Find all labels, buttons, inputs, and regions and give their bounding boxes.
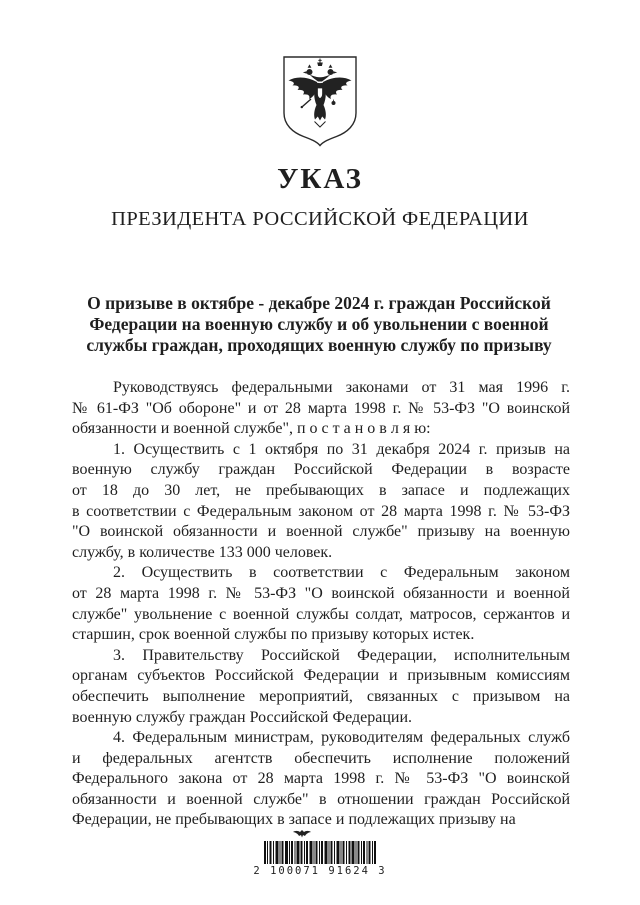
paragraph-line: и федеральных агентств обеспечить исполнение положений	[72, 749, 570, 767]
paragraph-line: обеспечить выполнение мероприятий, связанных с призывом на	[72, 687, 570, 705]
paragraph-line: "О воинской обязанности и военной службе" призыву на военную	[72, 523, 570, 541]
decree-title: УКАЗ	[277, 163, 363, 195]
paragraph-line: органам субъектов Российской Федерации и призывным комиссиям	[72, 667, 570, 685]
paragraph-line: № 61-ФЗ "Об обороне" и от 28 марта 1998 г. № 53-ФЗ "О воинской	[72, 399, 570, 417]
paragraph	[72, 563, 570, 645]
paragraph-line: от 18 до 30 лет, не пребывающих в запасе и подлежащих	[72, 481, 570, 499]
paragraph-line: 2. Осуществить в соответствии с Федеральным законом	[113, 564, 570, 582]
paragraph-line: от 28 марта 1998 г. № 53-ФЗ "О воинской обязанности и военной	[72, 584, 570, 602]
barcode	[0, 829, 640, 877]
paragraph-line: 3. Правительству Российской Федерации, исполнительным	[113, 646, 570, 664]
paragraph-line: старшин, срок военной службы по призыву которых истек.	[72, 626, 475, 644]
paragraph-line: 1. Осуществить с 1 октября по 31 декабря 2024 г. призыв на	[113, 440, 570, 458]
paragraph-line: Федерального закона от 28 марта 1998 г. № 53-ФЗ "О воинской	[72, 770, 570, 788]
paragraph-line: службу, в количестве 133 000 человек.	[72, 543, 333, 561]
barcode-eagle-icon	[292, 829, 312, 839]
decree-issuer: ПРЕЗИДЕНТА РОССИЙСКОЙ ФЕДЕРАЦИИ	[111, 208, 529, 230]
paragraph	[72, 378, 570, 440]
paragraph	[72, 646, 570, 728]
decree-subject	[68, 293, 570, 356]
paragraph-line: обязанности и военной службе" в отношении граждан Российской	[72, 790, 570, 808]
barcode-bars	[264, 841, 376, 864]
paragraph-line: Руководствуясь федеральными законами от 31 мая 1996 г.	[113, 379, 570, 396]
paragraph	[72, 440, 570, 564]
decree-subject-line: О призыве в октябре - декабре 2024 г. граждан Российской	[87, 293, 551, 313]
barcode-digits: 2 100071 91624 3	[253, 865, 387, 877]
document-body	[72, 378, 570, 831]
decree-subject-line: службы граждан, проходящих военную службу по призыву	[86, 335, 552, 355]
paragraph-line: 4. Федеральным министрам, руководителям федеральных служб	[113, 729, 570, 747]
paragraph-line: военную службу граждан Российской Федерации.	[72, 708, 413, 726]
paragraph	[72, 728, 570, 831]
paragraph-line: в соответствии с Федеральным законом от 28 марта 1998 г. № 53-ФЗ	[72, 502, 570, 520]
paragraph-line: военную службу граждан Российской Федерации в возрасте	[72, 461, 570, 479]
coat-of-arms-icon	[281, 55, 359, 147]
decree-subject-line: Федерации на военную службу и об увольнении с военной	[89, 314, 549, 334]
paragraph-line: обязанности и военной службе", п о с т а н о в л я ю:	[72, 420, 431, 438]
paragraph-line: службе" увольнение с военной службы солдат, матросов, сержантов и	[72, 605, 570, 623]
paragraph-line: Федерации, не пребывающих в запасе и подлежащих призыву на	[72, 811, 516, 829]
